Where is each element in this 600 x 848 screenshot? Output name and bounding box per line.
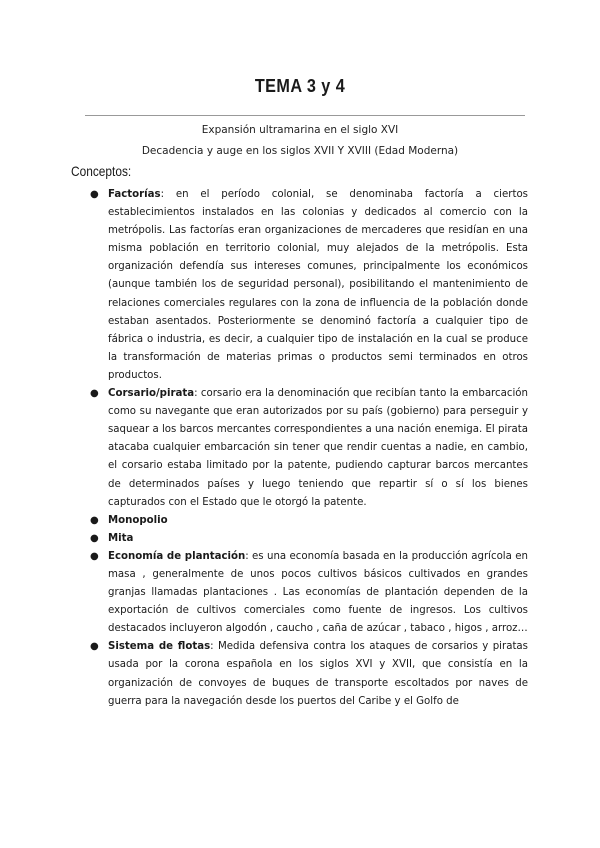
list-item-sistema-flotas bbox=[90, 638, 528, 710]
section-heading-conceptos: Conceptos: bbox=[71, 163, 132, 179]
concept-paragraph bbox=[108, 385, 528, 512]
bullet-icon: ● bbox=[90, 388, 99, 400]
subtitle-decadencia: Decadencia y auge en los siglos XVII Y XVIII (Edad Moderna) bbox=[141, 145, 459, 157]
bullet-icon: ● bbox=[90, 189, 99, 200]
concept-definition: : corsario era la denominación que recibían tanto la embarcación como su navegante que eran autorizados por su país (gobierno) para perseguir y saquear a los barcos mercantes correspondientes a una nación enemiga. El pirata atacaba cualquier embarcación sin tener que rendir cuentas a nadie, en cambio, el corsario estaba limitado por la patente, pudiendo capturar barcos mercantes de determinados países y luego teniendo que repartir sí o sí los bienes capturados con el Estado que le otorgó la patente. bbox=[108, 388, 528, 508]
concept-term: Corsario/pirata bbox=[108, 388, 195, 400]
concepts-list bbox=[90, 186, 528, 711]
bullet-icon: ● bbox=[90, 532, 99, 544]
subtitle-expansion: Expansión ultramarina en el siglo XVI bbox=[201, 124, 399, 136]
list-item-mita bbox=[90, 530, 528, 548]
concept-definition: : en el período colonial, se denominaba factoría a ciertos establecimientos instalados en las colonias y dedicados al comercio con la metrópolis. Las factorías eran organizaciones de mercaderes que residían en una misma población en territorio colonial, muy alejados de la metrópolis. Esta organización defendía sus intereses comunes, principalmente los económicos (aunque también los de seguridad personal), posibilitando el mantenimiento de relaciones comerciales regulares con la zona de influencia de la población donde estaban asentados. Posteriormente se denominó factoría a cualquier tipo de fábrica o industria, es decir, a cualquier tipo de instalación en la cual se produce la transformación de materias primas o productos semi terminados en otros productos. bbox=[108, 189, 528, 381]
concept-paragraph bbox=[108, 530, 528, 548]
bullet-icon: ● bbox=[90, 514, 99, 526]
concept-paragraph bbox=[108, 638, 528, 710]
bullet-icon: ● bbox=[90, 641, 99, 653]
concept-term: Economía de plantación bbox=[108, 550, 246, 562]
concept-paragraph bbox=[108, 548, 528, 638]
concept-paragraph bbox=[108, 512, 528, 530]
concept-term: Mita bbox=[108, 532, 134, 544]
list-item-monopolio bbox=[90, 512, 528, 530]
bullet-icon: ● bbox=[90, 550, 99, 562]
concept-definition: : es una economía basada en la producción agrícola en masa , generalmente de unos pocos cultivos básicos cultivados en grandes granjas llamadas plantaciones . Las economías de plantación dependen de la exportación de cultivos comerciales como fuente de ingresos. Los cultivos destacados incluyeron algodón , caucho , caña de azúcar , tabaco , higos , arroz… bbox=[108, 550, 528, 635]
list-item-factorias bbox=[90, 186, 528, 385]
concept-term: Monopolio bbox=[108, 514, 168, 526]
concept-definition: : Medida defensiva contra los ataques de corsarios y piratas usada por la corona española en los siglos XVI y XVII, que consistía en la organización de convoyes de buques de transporte escoltados por naves de guerra para la navegación desde los puertos del Caribe y el Golfo de bbox=[108, 641, 528, 707]
document-title: TEMA 3 y 4 bbox=[254, 76, 346, 96]
concept-paragraph bbox=[108, 186, 528, 385]
concept-term: Sistema de flotas bbox=[108, 641, 211, 653]
concept-term: Factorías bbox=[108, 189, 161, 200]
title-divider bbox=[85, 115, 525, 116]
list-item-corsario bbox=[90, 385, 528, 512]
list-item-economia-plantacion bbox=[90, 548, 528, 638]
